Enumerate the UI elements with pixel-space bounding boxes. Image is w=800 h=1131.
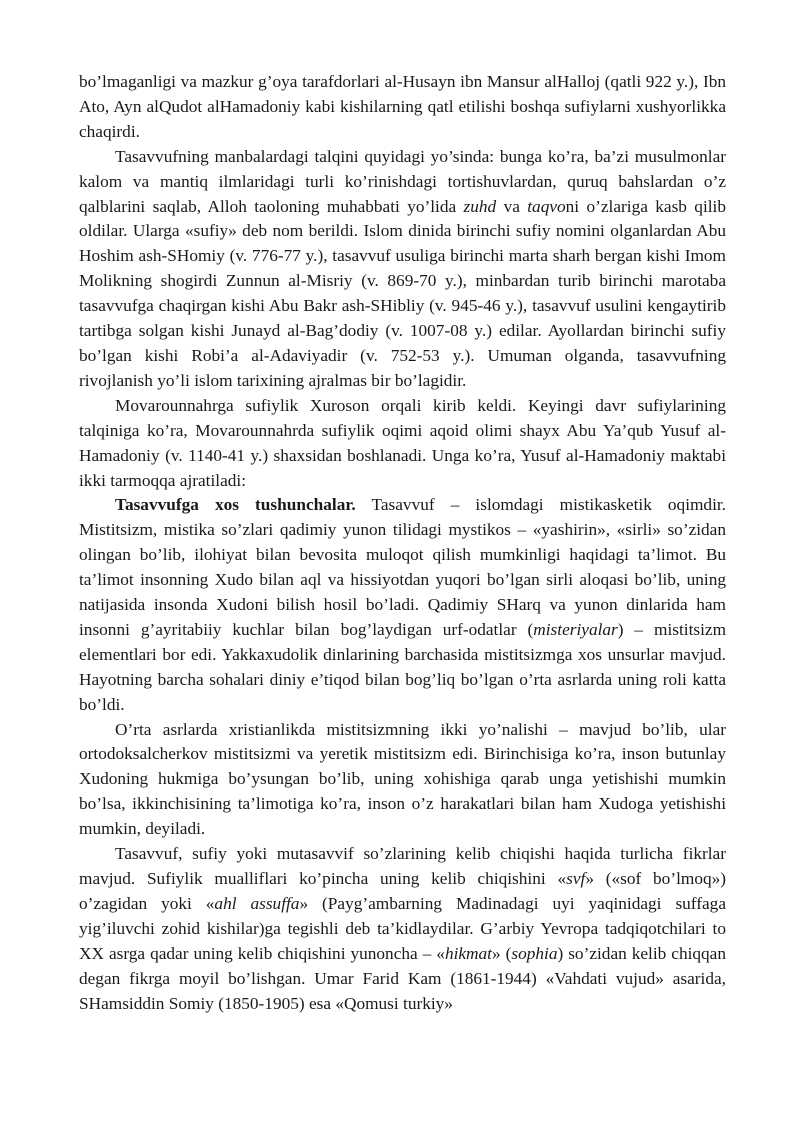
italic-term-text: misteriyalar (533, 619, 618, 639)
body-paragraph (79, 145, 726, 394)
paragraph-text: ni o’zlariga kasb qilib oldilar. Ularga «sufiy» deb nom berildi. Islom dinida birinchi sufiy nomini olganlardan Abu Hoshim ash-SHomiy (v. 776-77 y.), tasavvuf usuliga birinchi marta sharh bergan kishi Imom Molikning shogirdi Zunnun al-Misriy (v. 869-70 y.), minbardan turib birinchi marotaba tasavvufga chaqirgan kishi Abu Bakr ash-SHibliy (v. 945-46 y.), tasavvuf usulini kengaytirib tartibga solgan kishi Junayd al-Bag’dodiy (v. 1007-08 y.) edilar. Ayollardan birinchi sufiy bo’lgan kishi Robi’a al-Adaviyadir (v. 752-53 y.). Umuman olganda, tasavvufning rivojlanish yo’li islom tarixining ajralmas bir bo’lagidir. (79, 196, 726, 390)
body-paragraph (79, 70, 726, 145)
paragraph-text: bo’lmaganligi va mazkur g’oya tarafdorlari al-Husayn ibn Mansur alHalloj (qatli 922 y.), Ibn Ato, Ayn alQudot alHamadoniy kabi kishilarning qatl etilishi boshqa sufiylarni xushyorlikka chaqirdi. (79, 72, 726, 141)
paragraph-text: Tasavvuf – islomdagi mistikasketik oqimdir. Mistitsizm, mistika so’zlari qadimiy yunon tilidagi mystikos – «yashirin», «sirli» so’zidan olingan bo’lib, ilohiyat bilan bevosita muloqot qilish mumkinligi haqidagi ta’limot. Bu ta’limot insonning Xudo bilan aql va hissiyotdan yuqori bo’lgan sirli aloqasi bo’lib, uning natijasida insonda Xudoni bilish hosil bo’ladi. Qadimiy SHarq va yunon dinlarida ham insonni g’ayritabiiy kuchlar bilan bog’laydigan urf-odatlar ( (79, 495, 726, 639)
paragraph-text: » («sof bo’lmoq») o’zagidan yoki « (79, 869, 726, 913)
paragraph-text: » ( (491, 943, 512, 963)
bold-heading-text: Tasavvufga xos tushunchalar. (115, 495, 356, 515)
body-paragraph (79, 718, 726, 843)
italic-term-text: taqvo (527, 196, 566, 216)
italic-term-text: ahl assuffa (214, 893, 300, 913)
body-paragraph (79, 842, 726, 1016)
document-page (79, 70, 726, 1016)
body-paragraph (79, 493, 726, 717)
paragraph-text: ) – mistitsizm elementlari bor edi. Yakkaxudolik dinlarining barchasida mistitsizmga xos unsurlar mavjud. Hayotning barcha sohalari diniy e’tiqod bilan bog’liq bo’lgan o’rta asrlarda uning roli katta bo’ldi. (79, 619, 727, 714)
paragraph-text: Tasavvufning manbalardagi talqini quyidagi yo’sinda: bunga ko’ra, ba’zi musulmonlar kalom va mantiq ilmlaridagi turli ko’rinishdagi tortishuvlardan, quruq bahslardan o’z qalblarini saqlab, Alloh taoloning muhabbati yo’lida (79, 146, 726, 216)
paragraph-text: ) so’zidan kelib chiqqan degan fikrga moyil bo’lishgan. Umar Farid Kam (1861-1944) «Vahdati vujud» asarida, SHamsiddin Somiy (1850-1905) esa «Qomusi turkiy» (79, 943, 726, 1013)
paragraph-text: va (496, 196, 528, 216)
italic-term-text: zuhd (463, 196, 497, 216)
paragraph-text: » (Payg’ambarning Madinadagi uyi yaqinidagi suffaga yig’iluvchi zohid kishilar)ga tegishli deb ta’kidlaydilar. G’arbiy Yevropa tadqiqotchilari to XX asrga qadar uning kelib chiqishini yunoncha – « (79, 893, 726, 963)
italic-term-text: svf (566, 869, 586, 888)
body-paragraph (79, 394, 726, 494)
italic-term-text: sophia (511, 943, 558, 963)
italic-term-text: hikmat (444, 943, 492, 963)
paragraph-text: Tasavvuf, sufiy yoki mutasavvif so’zlarining kelib chiqishi haqida turlicha fikrlar mavjud. Sufiylik mualliflari ko’pincha uning kelib chiqishini « (79, 844, 726, 888)
paragraph-text: O’rta asrlarda xristianlikda mistitsizmning ikki yo’nalishi – mavjud bo’lib, ular ortodoksalcherkov mistitsizmi va yeretik mistitsizm edi. Birinchisiga ko’ra, inson butunlay Xudoning hukmiga bo’ysungan bo’lib, uning xohishiga qarab unga yetishishi mumkin bo’lsa, ikkinchisining ta’limotiga ko’ra, inson o’z harakatlari bilan ham Xudoga yetishishi mumkin, deyiladi. (79, 719, 726, 839)
paragraph-text: Movarounnahrga sufiylik Xuroson orqali kirib keldi. Keyingi davr sufiylarining talqiniga ko’ra, Movarounnahrda sufiylik oqimi aqoid olimi shayx Abu Ya’qub Yusuf al-Hamadoniy (v. 1140-41 y.) shaxsidan boshlanadi. Unga ko’ra, Yusuf al-Hamadoniy maktabi ikki tarmoqqa ajratiladi: (79, 395, 726, 490)
